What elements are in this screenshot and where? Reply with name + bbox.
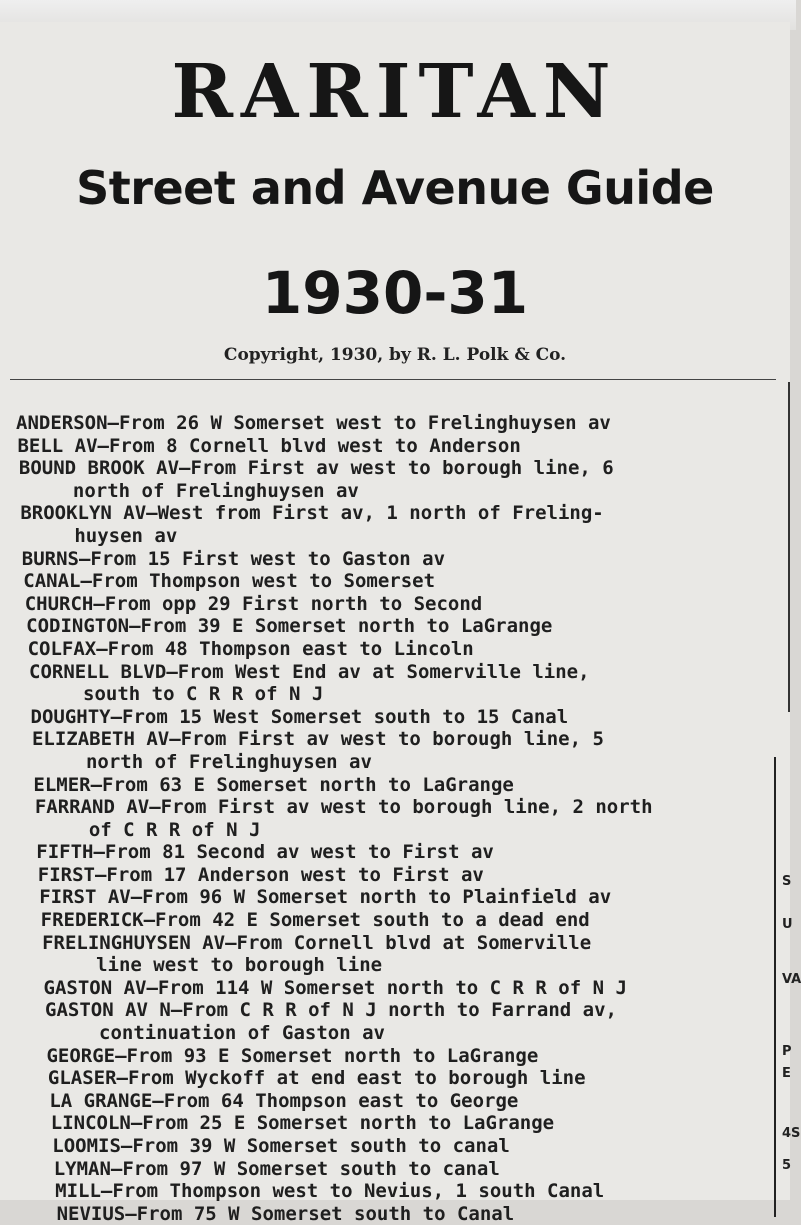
street-entry-text: CODINGTON—From 39 E Somerset north to LaGrange bbox=[26, 615, 553, 638]
street-entry bbox=[0, 593, 796, 616]
copyright-line: Copyright, 1930, by R. L. Polk & Co. bbox=[223, 345, 567, 365]
street-entry-text: BELL AV—From 8 Cornell blvd west to Anderson bbox=[17, 434, 521, 457]
street-entry bbox=[0, 864, 796, 887]
street-entry bbox=[0, 1203, 796, 1225]
street-entry bbox=[0, 570, 796, 593]
street-entry-text: FIFTH—From 81 Second av west to First av bbox=[36, 841, 494, 864]
street-entry-text: DOUGHTY—From 15 West Somerset south to 15 Canal bbox=[30, 705, 569, 728]
street-entry-continuation: north of Frelinghuysen av bbox=[85, 750, 372, 773]
street-entry-text: COLFAX—From 48 Thompson east to Lincoln bbox=[27, 637, 474, 660]
header-divider bbox=[10, 379, 776, 380]
street-entry bbox=[0, 841, 796, 864]
street-entry-text: CHURCH—From opp 29 First north to Second bbox=[24, 592, 483, 615]
street-entry-text: CORNELL BLVD—From West End av at Somerville line, bbox=[29, 660, 590, 683]
year-heading: 1930-31 bbox=[261, 259, 529, 327]
street-entry bbox=[0, 1045, 796, 1068]
street-entry bbox=[0, 502, 796, 547]
street-entry bbox=[0, 1135, 796, 1158]
street-entry-continuation: line west to borough line bbox=[96, 954, 383, 977]
street-entry-text: LINCOLN—From 25 E Somerset north to LaGrange bbox=[50, 1112, 555, 1135]
right-column-rule-top bbox=[788, 382, 790, 712]
street-entry bbox=[0, 886, 796, 909]
street-entry-text: FARRAND AV—From First av west to borough line, 2 north bbox=[34, 796, 653, 819]
margin-fragment: E bbox=[782, 1066, 791, 1081]
street-entry bbox=[0, 932, 796, 977]
street-entry-continuation: huysen av bbox=[74, 524, 178, 547]
street-entry bbox=[0, 661, 796, 706]
street-entry bbox=[0, 1090, 796, 1113]
street-entry-text: LYMAN—From 97 W Somerset south to canal bbox=[53, 1157, 500, 1180]
street-entry bbox=[0, 1067, 796, 1090]
right-column-rule bbox=[774, 757, 776, 1217]
margin-fragment: 4S bbox=[782, 1126, 801, 1141]
margin-fragment: S bbox=[782, 874, 792, 889]
street-entry-text: BOUND BROOK AV—From First av west to borough line, 6 bbox=[18, 457, 614, 480]
margin-fragment: VA bbox=[782, 972, 801, 987]
street-entry bbox=[0, 1180, 796, 1203]
street-entry-text: GASTON AV N—From C R R of N J north to Farrand av, bbox=[45, 999, 617, 1022]
street-entry bbox=[0, 457, 796, 502]
street-entry bbox=[0, 909, 796, 932]
street-entry-text: BROOKLYN AV—West from First av, 1 north of Freling- bbox=[20, 502, 604, 525]
street-entry-continuation: south to C R R of N J bbox=[83, 683, 324, 706]
margin-fragment: P bbox=[782, 1044, 792, 1059]
street-entry-text: LA GRANGE—From 64 Thompson east to George bbox=[49, 1089, 519, 1112]
page-title: RARITAN bbox=[171, 49, 619, 135]
street-entry-text: FRELINGHUYSEN AV—From Cornell blvd at Somerville bbox=[42, 931, 592, 954]
street-entry-text: ELIZABETH AV—From First av west to borough line, 5 bbox=[31, 728, 604, 751]
street-entry bbox=[0, 548, 796, 571]
page-subtitle: Street and Avenue Guide bbox=[76, 161, 714, 215]
street-entry-text: FIRST—From 17 Anderson west to First av bbox=[37, 863, 484, 886]
street-entry bbox=[0, 615, 796, 638]
street-entry-continuation: continuation of Gaston av bbox=[99, 1022, 385, 1045]
street-entry bbox=[0, 796, 796, 841]
street-entry-text: FIRST AV—From 96 W Somerset north to Plainfield av bbox=[39, 886, 612, 909]
street-entry-text: NEVIUS—From 75 W Somerset south to Canal bbox=[56, 1202, 515, 1225]
street-entry-text: ANDERSON—From 26 W Somerset west to Frelinghuysen av bbox=[16, 412, 611, 434]
street-entry-text: MILL—From Thompson west to Nevius, 1 south Canal bbox=[55, 1180, 605, 1203]
street-entry-continuation: north of Frelinghuysen av bbox=[72, 479, 359, 502]
newspaper-page bbox=[0, 22, 801, 1225]
street-list bbox=[0, 412, 796, 1225]
street-entry bbox=[0, 1112, 796, 1135]
street-entry bbox=[0, 1158, 796, 1181]
margin-fragment: U bbox=[782, 917, 793, 932]
street-entry bbox=[0, 774, 796, 797]
street-entry-text: BURNS—From 15 First west to Gaston av bbox=[21, 547, 446, 570]
street-entry bbox=[0, 412, 796, 435]
street-entry bbox=[0, 706, 796, 729]
street-entry-text: FREDERICK—From 42 E Somerset south to a dead end bbox=[40, 909, 590, 932]
street-entry bbox=[0, 435, 796, 458]
street-entry-text: LOOMIS—From 39 W Somerset south to canal bbox=[52, 1135, 510, 1157]
street-entry bbox=[0, 728, 796, 773]
street-entry-text: ELMER—From 63 E Somerset north to LaGrange bbox=[33, 773, 514, 796]
street-entry-text: GEORGE—From 93 E Somerset north to LaGrange bbox=[46, 1044, 539, 1067]
street-entry-text: CANAL—From Thompson west to Somerset bbox=[23, 570, 436, 593]
street-entry-continuation: of C R R of N J bbox=[88, 818, 261, 841]
street-entry-text: GLASER—From Wyckoff at end east to borough line bbox=[47, 1067, 586, 1090]
street-entry bbox=[0, 638, 796, 661]
street-entry bbox=[0, 999, 796, 1044]
margin-fragment: 5 bbox=[782, 1158, 792, 1173]
street-entry bbox=[0, 977, 796, 1000]
street-entry-text: GASTON AV—From 114 W Somerset north to C R R of N J bbox=[43, 976, 627, 999]
